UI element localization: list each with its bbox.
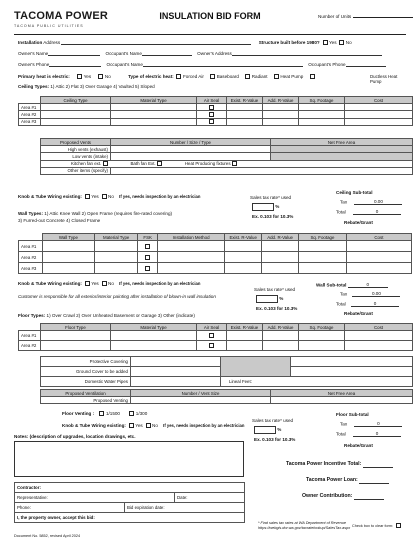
ductless-heat-pump-checkbox[interactable] [310,74,315,79]
col-add-r: Add. R-Value [263,97,299,104]
incentive-total-field[interactable] [363,462,393,468]
heat-row: Primary heat is electric: Yes No Type of electric heat: Forced Air Baseboard Radiant Heat Pump [18,74,316,79]
air-seal-checkbox[interactable] [209,119,214,124]
ceiling-total-field[interactable]: 0 [353,209,401,215]
owners-address-input[interactable] [232,51,382,56]
col-exist-r: Exist. R-Value [227,97,263,104]
wall-tax-rate-input[interactable] [256,295,278,303]
occupants-phone-input[interactable] [346,62,386,67]
ceiling-types-legend: Ceiling Types: 1) Attic 2) Flat 3) Over Garage 4) Vaulted 5) Sloped [18,84,155,89]
forced-air-checkbox[interactable] [176,74,181,79]
bath-fan-checkbox[interactable] [157,161,162,166]
ceiling-knob-tube-row: Knob & Tube Wiring existing: Yes No If yes, needs inspection by an electrician [18,194,201,199]
installation-address-row: Installation Address Structure built before 1980? Yes No [18,40,352,45]
installation-address-input[interactable] [61,40,251,45]
electric-heat-no-checkbox[interactable] [98,74,103,79]
heat-pump-checkbox[interactable] [274,74,279,79]
wall-total-field[interactable]: 0 [351,301,399,307]
fsk-checkbox[interactable] [145,266,150,271]
fsk-checkbox[interactable] [145,244,150,249]
table-row: Kitchen fan ext. Bath fan Ext. Heat Producing fixtures [41,160,413,167]
kitchen-fan-checkbox[interactable] [103,161,108,166]
table-row: Protective Covering [41,357,413,367]
form-title: INSULATION BID FORM [159,11,261,21]
fsk-checkbox[interactable] [145,255,150,260]
wall-tax-field[interactable]: 0.00 [352,291,400,297]
owner-contribution-field[interactable] [354,494,384,500]
wall-knob-no-checkbox[interactable] [102,281,107,286]
air-seal-checkbox[interactable] [209,105,214,110]
table-row: Low vents (intake) [41,153,413,160]
floor-ventilation-table: Proposed Ventilation Number / Vent Size Net Free Area Proposed Venting [40,389,413,404]
floor-total-field[interactable]: 0 [353,431,401,437]
electric-heat-yes-checkbox[interactable] [77,74,82,79]
header-divider [14,34,406,35]
owners-name-input[interactable] [48,51,100,56]
table-row: Area #3 [19,263,412,274]
notes-label: Notes: (description of upgrades, location drawings, etc. [14,434,136,439]
table-row: High vents (exhaust) [41,146,413,153]
pre1980-yes-checkbox[interactable] [323,40,328,45]
table-row: Area #2 [19,111,413,118]
table-row: Area #2 [19,341,413,351]
brand-name: TACOMA POWER [14,10,109,22]
floor-venting-row: Floor Venting : 1/1500 1/300 [62,411,148,416]
table-row: Area #2 [19,252,412,263]
tax-note: * Find sales tax rates at WA Department of Revenue [258,521,347,525]
owners-phone-input[interactable] [49,62,101,67]
table-row: Domestic Water Pipes Lineal Feet: [41,377,413,387]
table-row: Area #1 [19,104,413,111]
col-ceiling-type: Ceiling Type [41,97,111,104]
venting-300-checkbox[interactable] [129,411,134,416]
owner-row: Owner's Name Occupant's Name Owner's Address [18,51,382,56]
wall-table: Wall Type Material Type FSK Installation Method Exist. R-Value Add. R-Value Sq. Footage Cost Area #1 Area #2 Area #3 [18,233,412,274]
col-cost: Cost [345,97,413,104]
floor-extras-table [40,356,413,387]
col-material-type: Material Type [111,97,197,104]
col-air-seal: Air Seal [197,97,227,104]
table-row: Ground Cover to be added [41,367,413,377]
ceiling-vents-table: Proposed Vents Number / Size / Type Net Free Area High vents (exhaust) Low vents (intake) Kitchen fan ext. Bath fan Ext. Heat Producing fixtures Other items (specify) [40,138,413,175]
floor-knob-yes-checkbox[interactable] [129,423,134,428]
ceiling-tax-field[interactable]: 0.00 [354,199,402,205]
floor-table: Floor Type Material Type Air Seal Exist. R-Value Add. R-Value Sq. Footage Cost Area #1 Area #2 [18,323,413,351]
table-row: Other items (specify) [41,167,413,174]
wall-subtotal-field[interactable]: 0 [348,282,388,288]
radiant-checkbox[interactable] [245,74,250,79]
floor-types-legend: Floor Types: 1) Over Crawl 2) Over Unheated Basement or Garage 3) Other (indicate) [18,313,195,318]
pre1980-no-checkbox[interactable] [339,40,344,45]
number-of-units-field[interactable]: Number of Units [318,14,413,19]
ceiling-tax-rate-input[interactable] [252,203,274,211]
table-row: Area #3 [19,118,413,125]
air-seal-checkbox[interactable] [209,333,214,338]
signature-table: Contractor: Representative: Date: Phone: Bid expiration date: I, the property owner, accept this bid: [14,482,245,523]
floor-knob-no-checkbox[interactable] [146,423,151,428]
col-sq-footage: Sq. Footage [299,97,345,104]
occupants-name2-input[interactable] [143,62,303,67]
ductless-label: Ductless Heat Pump [370,74,398,85]
ceiling-knob-no-checkbox[interactable] [102,194,107,199]
heat-fixtures-checkbox[interactable] [232,161,237,166]
brand-subtitle: TACOMA PUBLIC UTILITIES [14,23,84,28]
table-row: Proposed Venting [41,397,413,404]
floor-knob-tube-row: Knob & Tube Wiring existing: Yes No If yes, needs inspection by an electrician [62,423,245,428]
wall-knob-yes-checkbox[interactable] [85,281,90,286]
air-seal-checkbox[interactable] [209,112,214,117]
document-number: Document No. 5852, revised April 2024 [14,534,81,538]
phone-row: Owner's Phone Occupant's Name Occupant's Phone [18,62,386,67]
wall-types-legend: Wall Types: 1) Attic Knee Wall 2) Open Frame (requires fire-rated covering) [18,211,173,216]
loan-field[interactable] [359,478,389,484]
air-seal-checkbox[interactable] [209,343,214,348]
wall-paint-note: Customer is responsible for all exterior/interior painting after installation of blown-in wall insulation [18,294,216,299]
tax-url-link[interactable]: https://webgis.dor.wa.gov/taxratelookup/SalesTax.aspx [258,526,351,530]
table-row: Area #1 [19,241,412,252]
notes-textarea[interactable] [14,441,244,477]
ceiling-knob-yes-checkbox[interactable] [85,194,90,199]
occupants-name-input[interactable] [142,51,192,56]
floor-tax-field[interactable]: 0 [354,421,402,427]
clear-form-label: Check box to clear form: [352,524,394,528]
table-row: Area #1 [19,331,413,341]
floor-tax-rate-input[interactable] [254,426,276,434]
clear-form-checkbox[interactable] [396,523,401,528]
baseboard-checkbox[interactable] [210,74,215,79]
ceiling-table [18,96,413,126]
venting-1500-checkbox[interactable] [99,411,104,416]
wall-knob-tube-row: Knob & Tube Wiring existing: Yes No If yes, needs inspection by an electrician [18,281,201,286]
